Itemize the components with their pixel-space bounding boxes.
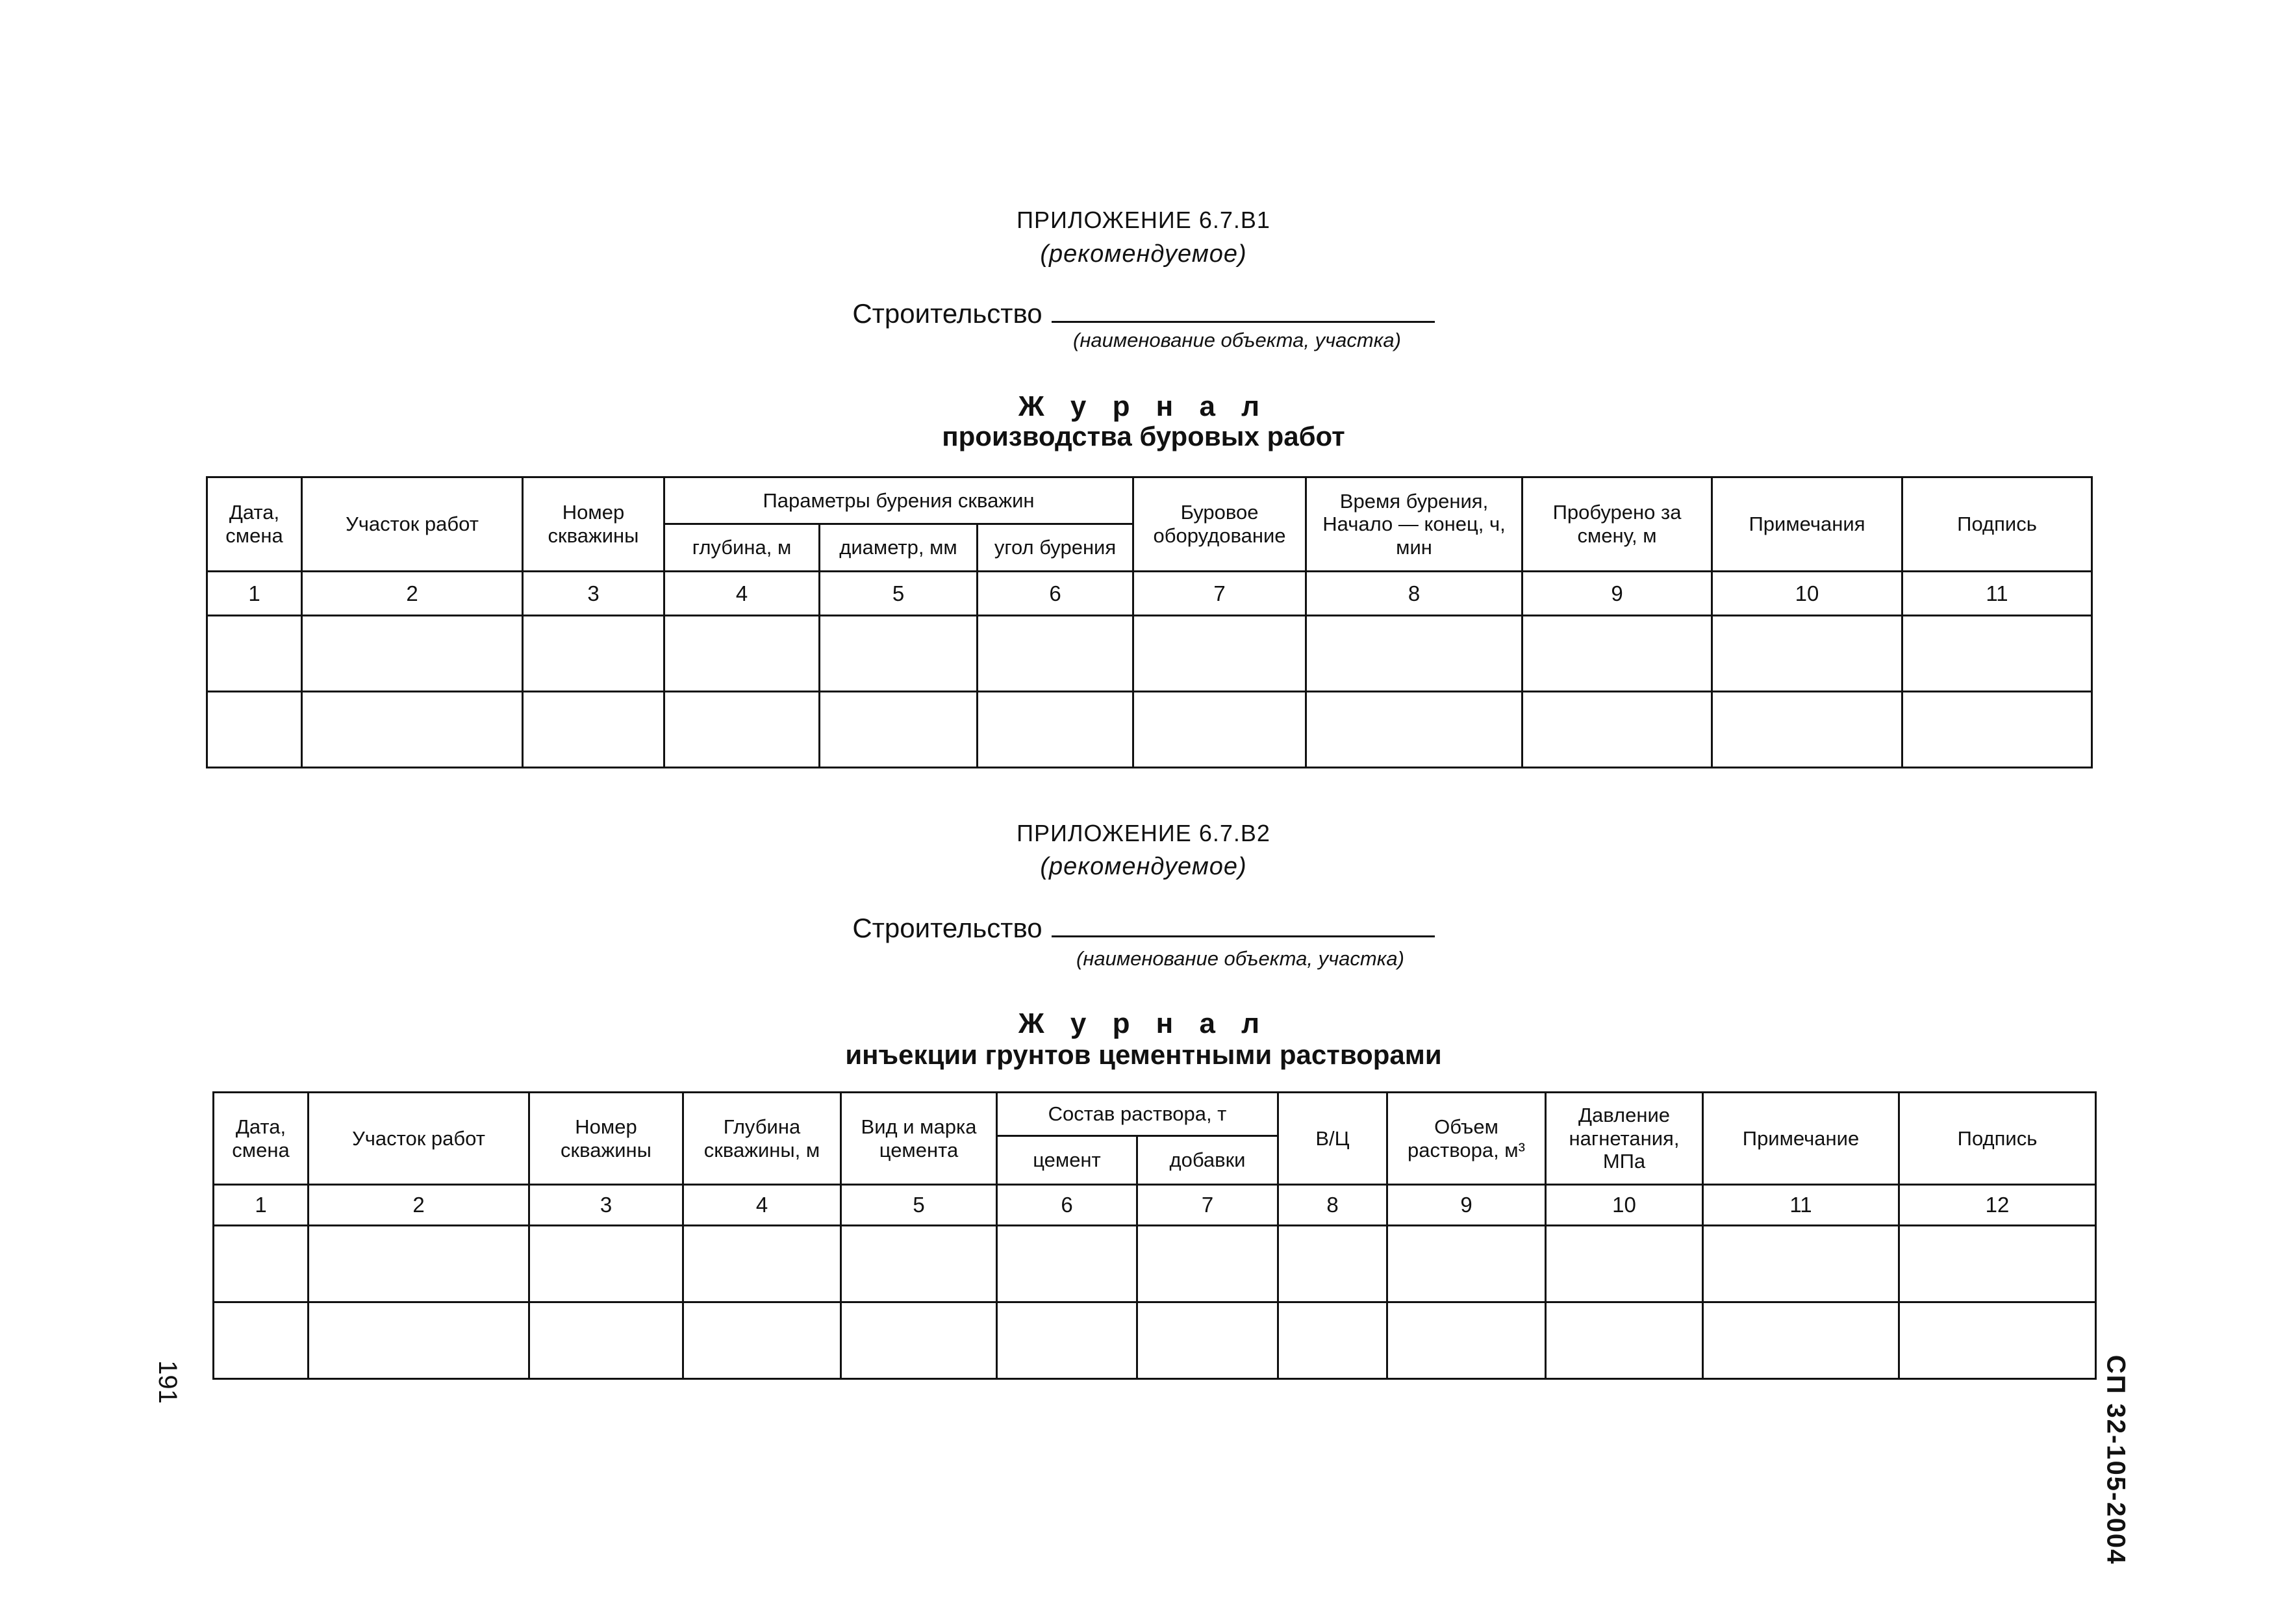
empty-cell[interactable] [214,1302,309,1379]
col-drilling-params: Параметры бурения скважин [664,477,1133,524]
empty-cell[interactable] [978,692,1133,768]
column-number: 10 [1712,572,1902,616]
column-number: 3 [523,572,664,616]
col-cement-type: Вид и марка цемента [841,1093,997,1185]
empty-cell[interactable] [1387,1226,1546,1302]
col-depth: глубина, м [664,524,820,572]
journal-title-1: Ж у р н а л [1018,390,1269,422]
empty-cell[interactable] [214,1226,309,1302]
column-number: 8 [1278,1185,1387,1226]
empty-cell[interactable] [997,1302,1137,1379]
col-angle: угол бурения [978,524,1133,572]
document-code: СП 32-105-2004 [2101,1354,2130,1566]
page-number: 191 [153,1360,182,1404]
empty-cell[interactable] [1899,1226,2096,1302]
appendix-title-2: ПРИЛОЖЕНИЕ 6.7.В2 [1017,820,1270,846]
column-number: 5 [820,572,978,616]
recommended-label-1: (рекомендуемое) [1040,240,1247,268]
empty-cell[interactable] [523,616,664,692]
col-equipment: Буровое оборудование [1133,477,1306,572]
empty-cell[interactable] [309,1302,529,1379]
column-number-row [214,1185,2096,1226]
journal-subtitle-1: производства буровых работ [942,421,1345,451]
table-row [214,1302,2096,1379]
col-water-cement: В/Ц [1278,1093,1387,1185]
col-date: Дата, смена [214,1093,309,1185]
col-volume: Объем раствора, м³ [1387,1093,1546,1185]
header-row [214,1093,2096,1136]
empty-cell[interactable] [529,1302,683,1379]
empty-cell[interactable] [1278,1226,1387,1302]
empty-cell[interactable] [302,616,523,692]
column-number: 7 [1133,572,1306,616]
col-notes: Примечания [1712,477,1902,572]
col-diameter: диаметр, мм [820,524,978,572]
recommended-label-2: (рекомендуемое) [1040,853,1247,880]
column-number: 6 [978,572,1133,616]
table-row [207,616,2092,692]
column-number: 1 [207,572,302,616]
appendix-title-1: ПРИЛОЖЕНИЕ 6.7.В1 [1017,207,1270,233]
col-site: Участок работ [302,477,523,572]
column-number: 7 [1137,1185,1278,1226]
empty-cell[interactable] [683,1302,841,1379]
col-well-number: Номер скважины [529,1093,683,1185]
column-number: 2 [302,572,523,616]
col-composition: Состав раствора, т [997,1093,1278,1136]
empty-cell[interactable] [978,616,1133,692]
column-number: 10 [1546,1185,1703,1226]
construction-sublabel-1: (наименование объекта, участка) [1073,329,1401,351]
col-additives: добавки [1137,1136,1278,1185]
header-row [207,477,2092,524]
drilling-log-table [206,476,2093,768]
empty-cell[interactable] [1546,1302,1703,1379]
construction-sublabel-2: (наименование объекта, участка) [1076,947,1404,970]
empty-cell[interactable] [1712,616,1902,692]
empty-cell[interactable] [1306,616,1523,692]
column-number: 9 [1387,1185,1546,1226]
journal-subtitle-2: инъекции грунтов цементными растворами [845,1039,1442,1070]
empty-cell[interactable] [820,692,978,768]
empty-cell[interactable] [1546,1226,1703,1302]
empty-cell[interactable] [820,616,978,692]
column-number: 1 [214,1185,309,1226]
col-note: Примечание [1703,1093,1899,1185]
empty-cell[interactable] [1902,692,2092,768]
journal-title-2: Ж у р н а л [1018,1008,1269,1039]
empty-cell[interactable] [664,616,820,692]
construction-field-2 [0,912,2287,944]
col-drilling-time: Время бурения, Начало — конец, ч, мин [1306,477,1523,572]
empty-cell[interactable] [1278,1302,1387,1379]
col-signature: Подпись [1899,1093,2096,1185]
col-drilled-per-shift: Пробурено за смену, м [1523,477,1712,572]
col-cement: цемент [997,1136,1137,1185]
empty-cell[interactable] [207,616,302,692]
construction-label-2: Строительство [852,913,1042,943]
empty-cell[interactable] [1703,1226,1899,1302]
table-row [207,692,2092,768]
empty-cell[interactable] [997,1226,1137,1302]
construction-input-line-1[interactable] [1052,298,1435,323]
col-date: Дата, смена [207,477,302,572]
empty-cell[interactable] [1523,692,1712,768]
empty-cell[interactable] [1137,1226,1278,1302]
empty-cell[interactable] [302,692,523,768]
column-number: 2 [309,1185,529,1226]
grouting-log-table [212,1091,2097,1380]
construction-input-line-2[interactable] [1052,912,1435,937]
empty-cell[interactable] [1703,1302,1899,1379]
empty-cell[interactable] [1902,616,2092,692]
col-pressure: Давление нагнетания, МПа [1546,1093,1703,1185]
empty-cell[interactable] [1306,692,1523,768]
empty-cell[interactable] [1523,616,1712,692]
col-well-depth: Глубина скважины, м [683,1093,841,1185]
column-number: 3 [529,1185,683,1226]
col-signature: Подпись [1902,477,2092,572]
empty-cell[interactable] [1899,1302,2096,1379]
column-number: 11 [1902,572,2092,616]
empty-cell[interactable] [1133,692,1306,768]
column-number: 12 [1899,1185,2096,1226]
column-number: 11 [1703,1185,1899,1226]
empty-cell[interactable] [523,692,664,768]
empty-cell[interactable] [1137,1302,1278,1379]
table-row [214,1226,2096,1302]
construction-label-1: Строительство [852,298,1042,329]
empty-cell[interactable] [207,692,302,768]
empty-cell[interactable] [309,1226,529,1302]
column-number: 4 [683,1185,841,1226]
empty-cell[interactable] [1712,692,1902,768]
column-number: 8 [1306,572,1523,616]
construction-field-1 [0,298,2287,329]
column-number: 5 [841,1185,997,1226]
empty-cell[interactable] [1133,616,1306,692]
empty-cell[interactable] [664,692,820,768]
col-well-number: Номер скважины [523,477,664,572]
empty-cell[interactable] [529,1226,683,1302]
column-number: 4 [664,572,820,616]
column-number: 6 [997,1185,1137,1226]
column-number-row [207,572,2092,616]
empty-cell[interactable] [841,1226,997,1302]
col-site: Участок работ [309,1093,529,1185]
empty-cell[interactable] [841,1302,997,1379]
column-number: 9 [1523,572,1712,616]
empty-cell[interactable] [1387,1302,1546,1379]
empty-cell[interactable] [683,1226,841,1302]
